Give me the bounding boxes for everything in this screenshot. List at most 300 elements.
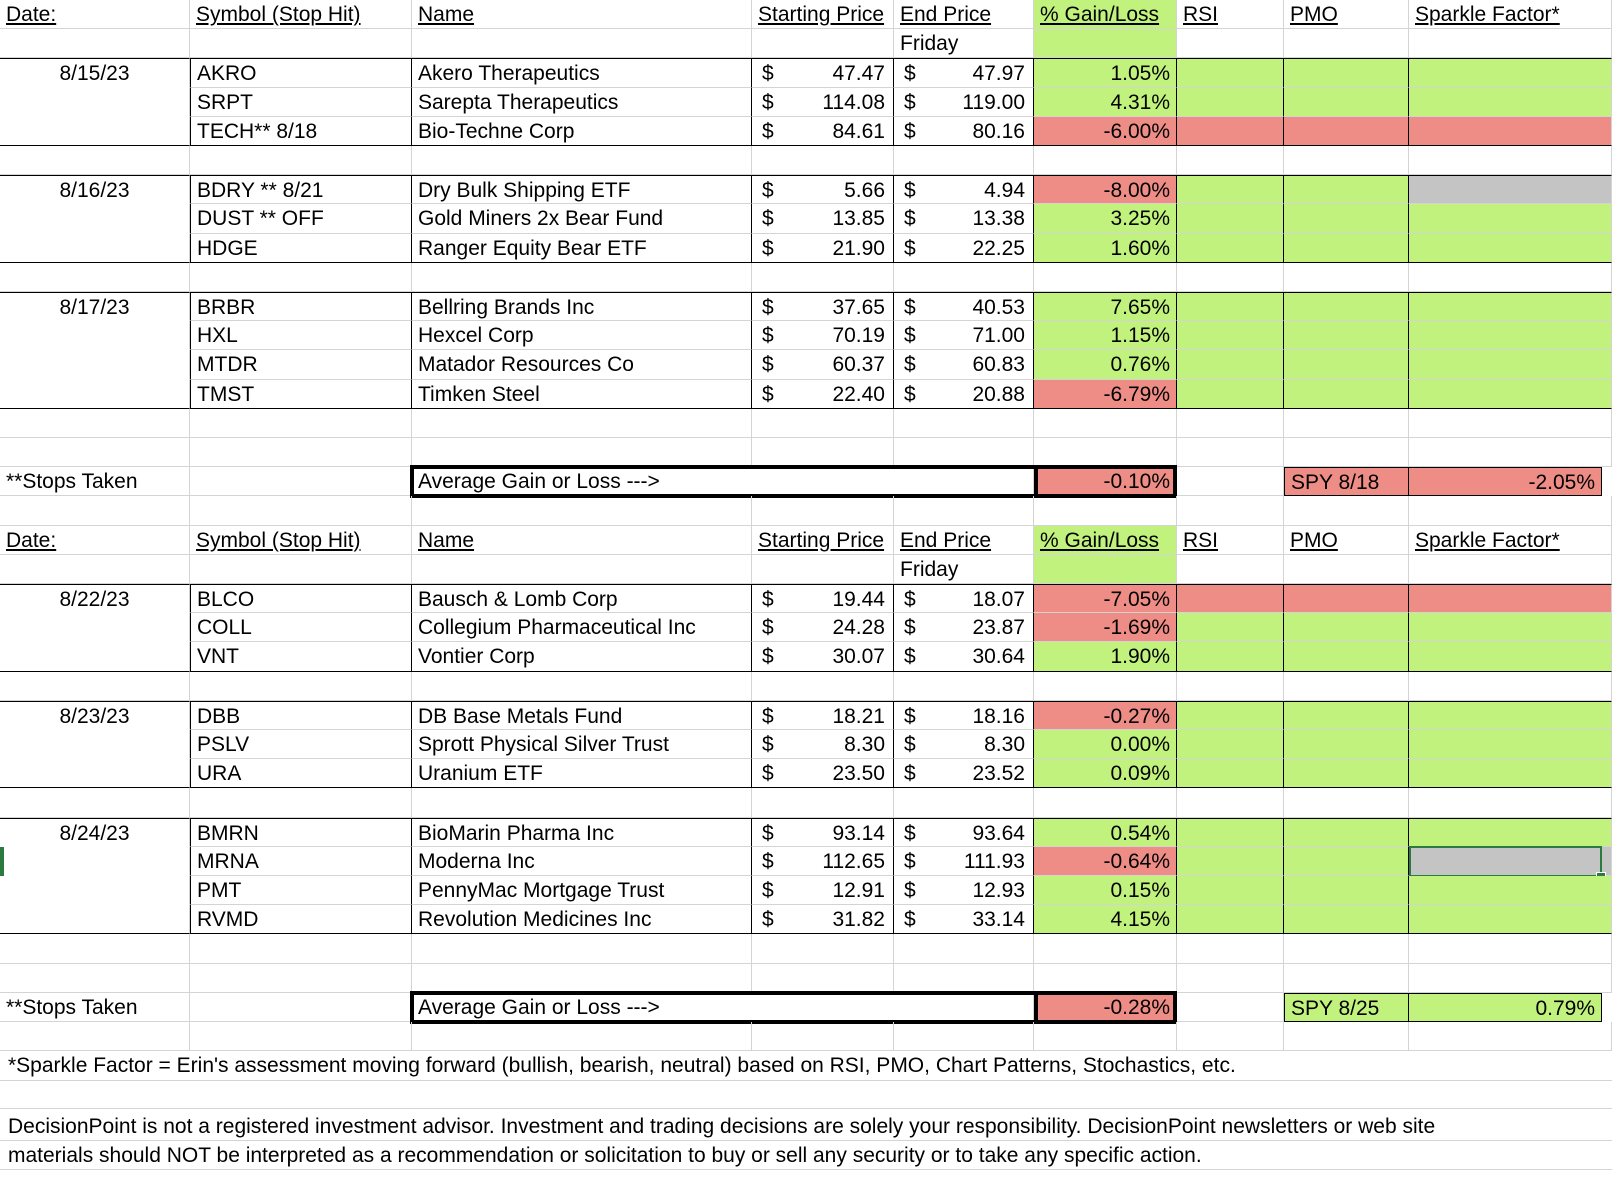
empty-cell[interactable] xyxy=(894,788,1034,817)
rsi-cell[interactable] xyxy=(1177,350,1284,379)
symbol-cell[interactable]: PMT xyxy=(190,876,412,905)
name-cell[interactable]: Timken Steel xyxy=(412,380,752,409)
pmo-cell[interactable] xyxy=(1284,321,1409,350)
empty-cell[interactable] xyxy=(1409,672,1612,701)
empty-cell[interactable] xyxy=(1409,409,1612,438)
pmo-cell[interactable] xyxy=(1284,642,1409,671)
empty-cell[interactable] xyxy=(1284,672,1409,701)
empty-cell[interactable] xyxy=(1284,1022,1409,1051)
sparkle-factor-cell[interactable] xyxy=(1409,613,1612,642)
sparkle-factor-cell[interactable] xyxy=(1409,876,1612,905)
empty-cell[interactable] xyxy=(0,350,190,379)
empty-cell[interactable] xyxy=(1177,467,1284,496)
pmo-cell[interactable] xyxy=(1284,584,1409,613)
end-price-cell[interactable] xyxy=(894,88,1034,117)
trade-date[interactable]: 8/15/23 xyxy=(0,58,190,87)
rsi-cell[interactable] xyxy=(1177,58,1284,87)
empty-cell[interactable] xyxy=(0,934,190,963)
sparkle-factor-cell[interactable] xyxy=(1409,380,1612,409)
sparkle-factor-cell[interactable] xyxy=(1409,204,1612,233)
empty-cell[interactable] xyxy=(412,934,752,963)
empty-cell[interactable] xyxy=(0,905,190,934)
name-cell[interactable]: Sprott Physical Silver Trust xyxy=(412,730,752,759)
empty-cell[interactable] xyxy=(752,496,894,525)
header-gain-loss[interactable]: % Gain/Loss xyxy=(1034,526,1177,555)
empty-cell[interactable] xyxy=(752,672,894,701)
gain-loss-cell[interactable]: -6.79% xyxy=(1034,380,1177,409)
rsi-cell[interactable] xyxy=(1177,642,1284,671)
empty-cell[interactable] xyxy=(1034,263,1177,292)
sparkle-factor-cell[interactable] xyxy=(1409,117,1612,146)
empty-cell[interactable] xyxy=(0,29,190,58)
empty-cell[interactable] xyxy=(752,1022,894,1051)
name-cell[interactable]: Bio-Techne Corp xyxy=(412,117,752,146)
empty-cell[interactable] xyxy=(412,964,752,993)
symbol-cell[interactable]: DBB xyxy=(190,701,412,730)
end-price-cell[interactable] xyxy=(894,701,1034,730)
pmo-cell[interactable] xyxy=(1284,876,1409,905)
symbol-cell[interactable]: BMRN xyxy=(190,818,412,847)
average-gain-loss-value[interactable]: -0.10% xyxy=(1034,467,1177,496)
starting-price-cell[interactable] xyxy=(752,876,894,905)
empty-cell[interactable] xyxy=(412,263,752,292)
starting-price-cell[interactable] xyxy=(752,204,894,233)
sparkle-factor-cell[interactable] xyxy=(1409,292,1612,321)
name-cell[interactable]: Hexcel Corp xyxy=(412,321,752,350)
gain-loss-cell[interactable]: -1.69% xyxy=(1034,613,1177,642)
symbol-cell[interactable]: DUST ** OFF xyxy=(190,204,412,233)
empty-cell[interactable] xyxy=(1177,1022,1284,1051)
starting-price-cell[interactable] xyxy=(752,759,894,788)
header-end-price[interactable]: End Price xyxy=(894,0,1034,29)
empty-cell[interactable] xyxy=(190,934,412,963)
header-name[interactable]: Name xyxy=(412,0,752,29)
empty-cell[interactable] xyxy=(1034,964,1177,993)
empty-cell[interactable] xyxy=(894,409,1034,438)
empty-cell[interactable] xyxy=(894,438,1034,467)
header-end-price-subtitle[interactable]: Friday xyxy=(894,555,1034,584)
symbol-cell[interactable]: BRBR xyxy=(190,292,412,321)
symbol-cell[interactable]: HXL xyxy=(190,321,412,350)
header-end-price[interactable]: End Price xyxy=(894,526,1034,555)
symbol-cell[interactable]: MTDR xyxy=(190,350,412,379)
end-price-cell[interactable] xyxy=(894,204,1034,233)
end-price-cell[interactable] xyxy=(894,818,1034,847)
rsi-cell[interactable] xyxy=(1177,117,1284,146)
rsi-cell[interactable] xyxy=(1177,175,1284,204)
name-cell[interactable]: Moderna Inc xyxy=(412,847,752,876)
symbol-cell[interactable]: URA xyxy=(190,759,412,788)
name-cell[interactable]: Akero Therapeutics xyxy=(412,58,752,87)
empty-cell[interactable] xyxy=(412,29,752,58)
empty-cell[interactable] xyxy=(1409,934,1612,963)
empty-cell[interactable] xyxy=(190,788,412,817)
rsi-cell[interactable] xyxy=(1177,584,1284,613)
empty-cell[interactable] xyxy=(1177,672,1284,701)
header-date[interactable]: Date: xyxy=(0,0,190,29)
header-sparkle-factor[interactable]: Sparkle Factor* xyxy=(1409,0,1612,29)
empty-cell[interactable] xyxy=(190,409,412,438)
pmo-cell[interactable] xyxy=(1284,117,1409,146)
spy-value[interactable]: 0.79% xyxy=(1409,993,1602,1022)
empty-cell[interactable] xyxy=(0,263,190,292)
empty-cell[interactable] xyxy=(1034,788,1177,817)
empty-cell[interactable] xyxy=(412,555,752,584)
empty-cell[interactable] xyxy=(1409,29,1612,58)
empty-cell[interactable] xyxy=(412,438,752,467)
name-cell[interactable]: Collegium Pharmaceutical Inc xyxy=(412,613,752,642)
empty-cell[interactable] xyxy=(412,146,752,175)
empty-cell[interactable] xyxy=(894,146,1034,175)
starting-price-cell[interactable] xyxy=(752,730,894,759)
empty-cell[interactable] xyxy=(752,555,894,584)
end-price-cell[interactable] xyxy=(894,730,1034,759)
symbol-cell[interactable]: BDRY ** 8/21 xyxy=(190,175,412,204)
rsi-cell[interactable] xyxy=(1177,730,1284,759)
empty-cell[interactable] xyxy=(412,496,752,525)
rsi-cell[interactable] xyxy=(1177,847,1284,876)
rsi-cell[interactable] xyxy=(1177,613,1284,642)
header-rsi[interactable]: RSI xyxy=(1177,526,1284,555)
symbol-cell[interactable]: MRNA xyxy=(190,847,412,876)
empty-row[interactable] xyxy=(0,1081,1612,1109)
rsi-cell[interactable] xyxy=(1177,292,1284,321)
sparkle-factor-cell[interactable] xyxy=(1409,847,1612,876)
empty-cell[interactable] xyxy=(1284,496,1409,525)
symbol-cell[interactable]: AKRO xyxy=(190,58,412,87)
empty-cell[interactable] xyxy=(0,672,190,701)
empty-cell[interactable] xyxy=(1284,263,1409,292)
header-pmo[interactable]: PMO xyxy=(1284,0,1409,29)
gain-loss-cell[interactable]: 1.05% xyxy=(1034,58,1177,87)
rsi-cell[interactable] xyxy=(1177,321,1284,350)
name-cell[interactable]: Gold Miners 2x Bear Fund xyxy=(412,204,752,233)
trade-date[interactable]: 8/22/23 xyxy=(0,584,190,613)
empty-cell[interactable] xyxy=(1034,555,1177,584)
starting-price-cell[interactable] xyxy=(752,584,894,613)
name-cell[interactable]: Revolution Medicines Inc xyxy=(412,905,752,934)
empty-cell[interactable] xyxy=(752,263,894,292)
sparkle-factor-cell[interactable] xyxy=(1409,234,1612,263)
symbol-cell[interactable]: TMST xyxy=(190,380,412,409)
average-gain-loss-label[interactable]: Average Gain or Loss ---> xyxy=(412,467,1034,496)
empty-cell[interactable] xyxy=(894,496,1034,525)
empty-cell[interactable] xyxy=(752,934,894,963)
average-gain-loss-label[interactable]: Average Gain or Loss ---> xyxy=(412,993,1034,1022)
sparkle-factor-cell[interactable] xyxy=(1409,818,1612,847)
header-date[interactable]: Date: xyxy=(0,526,190,555)
starting-price-cell[interactable] xyxy=(752,292,894,321)
name-cell[interactable]: DB Base Metals Fund xyxy=(412,701,752,730)
name-cell[interactable]: Vontier Corp xyxy=(412,642,752,671)
end-price-cell[interactable] xyxy=(894,905,1034,934)
empty-cell[interactable] xyxy=(190,1022,412,1051)
header-starting-price[interactable]: Starting Price xyxy=(752,0,894,29)
rsi-cell[interactable] xyxy=(1177,818,1284,847)
end-price-cell[interactable] xyxy=(894,175,1034,204)
trade-date[interactable]: 8/24/23 xyxy=(0,818,190,847)
empty-cell[interactable] xyxy=(412,1022,752,1051)
empty-cell[interactable] xyxy=(894,964,1034,993)
name-cell[interactable]: Bausch & Lomb Corp xyxy=(412,584,752,613)
empty-cell[interactable] xyxy=(1284,409,1409,438)
symbol-cell[interactable]: BLCO xyxy=(190,584,412,613)
end-price-cell[interactable] xyxy=(894,321,1034,350)
empty-cell[interactable] xyxy=(1034,146,1177,175)
spy-label[interactable]: SPY 8/25 xyxy=(1284,993,1409,1022)
empty-cell[interactable] xyxy=(1409,788,1612,817)
gain-loss-cell[interactable]: 0.00% xyxy=(1034,730,1177,759)
symbol-cell[interactable]: PSLV xyxy=(190,730,412,759)
end-price-cell[interactable] xyxy=(894,380,1034,409)
empty-cell[interactable] xyxy=(412,788,752,817)
gain-loss-cell[interactable]: -0.64% xyxy=(1034,847,1177,876)
empty-cell[interactable] xyxy=(190,29,412,58)
empty-cell[interactable] xyxy=(752,438,894,467)
empty-cell[interactable] xyxy=(1177,788,1284,817)
sparkle-factor-cell[interactable] xyxy=(1409,175,1612,204)
pmo-cell[interactable] xyxy=(1284,350,1409,379)
end-price-cell[interactable] xyxy=(894,584,1034,613)
empty-cell[interactable] xyxy=(0,88,190,117)
header-gain-loss[interactable]: % Gain/Loss xyxy=(1034,0,1177,29)
empty-cell[interactable] xyxy=(1177,964,1284,993)
stops-taken-label[interactable]: **Stops Taken xyxy=(0,467,190,496)
empty-cell[interactable] xyxy=(412,672,752,701)
sparkle-factor-cell[interactable] xyxy=(1409,88,1612,117)
empty-cell[interactable] xyxy=(0,847,190,876)
empty-cell[interactable] xyxy=(1177,438,1284,467)
pmo-cell[interactable] xyxy=(1284,88,1409,117)
empty-cell[interactable] xyxy=(1409,964,1612,993)
name-cell[interactable]: Bellring Brands Inc xyxy=(412,292,752,321)
empty-cell[interactable] xyxy=(190,555,412,584)
pmo-cell[interactable] xyxy=(1284,380,1409,409)
empty-cell[interactable] xyxy=(1409,438,1612,467)
starting-price-cell[interactable] xyxy=(752,847,894,876)
empty-cell[interactable] xyxy=(0,876,190,905)
empty-cell[interactable] xyxy=(1409,1022,1612,1051)
starting-price-cell[interactable] xyxy=(752,380,894,409)
gain-loss-cell[interactable]: 0.15% xyxy=(1034,876,1177,905)
empty-cell[interactable] xyxy=(0,730,190,759)
empty-cell[interactable] xyxy=(1034,496,1177,525)
end-price-cell[interactable] xyxy=(894,876,1034,905)
empty-cell[interactable] xyxy=(1034,438,1177,467)
pmo-cell[interactable] xyxy=(1284,175,1409,204)
empty-cell[interactable] xyxy=(1284,964,1409,993)
gain-loss-cell[interactable]: 4.31% xyxy=(1034,88,1177,117)
rsi-cell[interactable] xyxy=(1177,204,1284,233)
pmo-cell[interactable] xyxy=(1284,292,1409,321)
empty-cell[interactable] xyxy=(894,934,1034,963)
empty-cell[interactable] xyxy=(190,496,412,525)
rsi-cell[interactable] xyxy=(1177,759,1284,788)
gain-loss-cell[interactable]: -0.27% xyxy=(1034,701,1177,730)
end-price-cell[interactable] xyxy=(894,847,1034,876)
gain-loss-cell[interactable]: 0.76% xyxy=(1034,350,1177,379)
empty-cell[interactable] xyxy=(752,409,894,438)
empty-cell[interactable] xyxy=(1177,555,1284,584)
starting-price-cell[interactable] xyxy=(752,234,894,263)
starting-price-cell[interactable] xyxy=(752,58,894,87)
empty-cell[interactable] xyxy=(1409,555,1612,584)
rsi-cell[interactable] xyxy=(1177,380,1284,409)
symbol-cell[interactable]: TECH** 8/18 xyxy=(190,117,412,146)
sparkle-factor-cell[interactable] xyxy=(1409,642,1612,671)
sparkle-factor-cell[interactable] xyxy=(1409,58,1612,87)
empty-cell[interactable] xyxy=(1034,29,1177,58)
gain-loss-cell[interactable]: -8.00% xyxy=(1034,175,1177,204)
empty-cell[interactable] xyxy=(1284,788,1409,817)
name-cell[interactable]: Matador Resources Co xyxy=(412,350,752,379)
sparkle-factor-cell[interactable] xyxy=(1409,701,1612,730)
empty-cell[interactable] xyxy=(0,204,190,233)
pmo-cell[interactable] xyxy=(1284,701,1409,730)
end-price-cell[interactable] xyxy=(894,613,1034,642)
empty-cell[interactable] xyxy=(1177,263,1284,292)
empty-cell[interactable] xyxy=(752,29,894,58)
starting-price-cell[interactable] xyxy=(752,350,894,379)
empty-cell[interactable] xyxy=(0,146,190,175)
empty-cell[interactable] xyxy=(0,321,190,350)
rsi-cell[interactable] xyxy=(1177,876,1284,905)
empty-cell[interactable] xyxy=(1034,672,1177,701)
symbol-cell[interactable]: SRPT xyxy=(190,88,412,117)
pmo-cell[interactable] xyxy=(1284,204,1409,233)
trade-date[interactable]: 8/16/23 xyxy=(0,175,190,204)
empty-cell[interactable] xyxy=(190,964,412,993)
empty-cell[interactable] xyxy=(0,555,190,584)
empty-cell[interactable] xyxy=(190,672,412,701)
starting-price-cell[interactable] xyxy=(752,117,894,146)
empty-cell[interactable] xyxy=(190,467,412,496)
empty-cell[interactable] xyxy=(0,759,190,788)
end-price-cell[interactable] xyxy=(894,117,1034,146)
starting-price-cell[interactable] xyxy=(752,642,894,671)
empty-cell[interactable] xyxy=(1177,29,1284,58)
end-price-cell[interactable] xyxy=(894,234,1034,263)
trade-date[interactable]: 8/17/23 xyxy=(0,292,190,321)
name-cell[interactable]: Uranium ETF xyxy=(412,759,752,788)
symbol-cell[interactable]: COLL xyxy=(190,613,412,642)
empty-cell[interactable] xyxy=(894,1022,1034,1051)
pmo-cell[interactable] xyxy=(1284,234,1409,263)
empty-cell[interactable] xyxy=(1284,438,1409,467)
empty-cell[interactable] xyxy=(752,788,894,817)
empty-cell[interactable] xyxy=(0,964,190,993)
empty-cell[interactable] xyxy=(1177,409,1284,438)
empty-cell[interactable] xyxy=(1177,934,1284,963)
header-symbol[interactable]: Symbol (Stop Hit) xyxy=(190,526,412,555)
name-cell[interactable]: Dry Bulk Shipping ETF xyxy=(412,175,752,204)
sparkle-factor-cell[interactable] xyxy=(1409,759,1612,788)
header-starting-price[interactable]: Starting Price xyxy=(752,526,894,555)
starting-price-cell[interactable] xyxy=(752,175,894,204)
sparkle-factor-cell[interactable] xyxy=(1409,350,1612,379)
empty-cell[interactable] xyxy=(1034,409,1177,438)
starting-price-cell[interactable] xyxy=(752,321,894,350)
end-price-cell[interactable] xyxy=(894,58,1034,87)
empty-cell[interactable] xyxy=(0,642,190,671)
header-pmo[interactable]: PMO xyxy=(1284,526,1409,555)
average-gain-loss-value[interactable]: -0.28% xyxy=(1034,993,1177,1022)
gain-loss-cell[interactable]: -6.00% xyxy=(1034,117,1177,146)
empty-cell[interactable] xyxy=(1284,146,1409,175)
gain-loss-cell[interactable]: 3.25% xyxy=(1034,204,1177,233)
rsi-cell[interactable] xyxy=(1177,701,1284,730)
empty-cell[interactable] xyxy=(0,438,190,467)
pmo-cell[interactable] xyxy=(1284,730,1409,759)
trade-date[interactable]: 8/23/23 xyxy=(0,701,190,730)
empty-cell[interactable] xyxy=(1284,29,1409,58)
empty-cell[interactable] xyxy=(190,263,412,292)
name-cell[interactable]: BioMarin Pharma Inc xyxy=(412,818,752,847)
sparkle-factor-cell[interactable] xyxy=(1409,584,1612,613)
symbol-cell[interactable]: VNT xyxy=(190,642,412,671)
rsi-cell[interactable] xyxy=(1177,905,1284,934)
starting-price-cell[interactable] xyxy=(752,613,894,642)
pmo-cell[interactable] xyxy=(1284,759,1409,788)
empty-cell[interactable] xyxy=(0,1022,190,1051)
pmo-cell[interactable] xyxy=(1284,818,1409,847)
pmo-cell[interactable] xyxy=(1284,613,1409,642)
empty-cell[interactable] xyxy=(412,409,752,438)
empty-cell[interactable] xyxy=(752,146,894,175)
empty-cell[interactable] xyxy=(1034,1022,1177,1051)
empty-cell[interactable] xyxy=(1409,146,1612,175)
sparkle-factor-cell[interactable] xyxy=(1409,321,1612,350)
end-price-cell[interactable] xyxy=(894,642,1034,671)
rsi-cell[interactable] xyxy=(1177,88,1284,117)
starting-price-cell[interactable] xyxy=(752,818,894,847)
symbol-cell[interactable]: RVMD xyxy=(190,905,412,934)
empty-cell[interactable] xyxy=(0,409,190,438)
gain-loss-cell[interactable]: 0.54% xyxy=(1034,818,1177,847)
name-cell[interactable]: Sarepta Therapeutics xyxy=(412,88,752,117)
sparkle-factor-cell[interactable] xyxy=(1409,905,1612,934)
empty-cell[interactable] xyxy=(190,993,412,1022)
gain-loss-cell[interactable]: 7.65% xyxy=(1034,292,1177,321)
empty-cell[interactable] xyxy=(0,234,190,263)
gain-loss-cell[interactable]: -7.05% xyxy=(1034,584,1177,613)
empty-cell[interactable] xyxy=(0,613,190,642)
empty-cell[interactable] xyxy=(1409,263,1612,292)
empty-cell[interactable] xyxy=(1409,496,1612,525)
empty-cell[interactable] xyxy=(894,672,1034,701)
empty-cell[interactable] xyxy=(0,380,190,409)
end-price-cell[interactable] xyxy=(894,350,1034,379)
empty-cell[interactable] xyxy=(752,964,894,993)
header-rsi[interactable]: RSI xyxy=(1177,0,1284,29)
gain-loss-cell[interactable]: 4.15% xyxy=(1034,905,1177,934)
empty-cell[interactable] xyxy=(894,263,1034,292)
header-symbol[interactable]: Symbol (Stop Hit) xyxy=(190,0,412,29)
symbol-cell[interactable]: HDGE xyxy=(190,234,412,263)
name-cell[interactable]: Ranger Equity Bear ETF xyxy=(412,234,752,263)
empty-cell[interactable] xyxy=(1284,555,1409,584)
empty-cell[interactable] xyxy=(190,438,412,467)
header-name[interactable]: Name xyxy=(412,526,752,555)
starting-price-cell[interactable] xyxy=(752,88,894,117)
empty-cell[interactable] xyxy=(0,496,190,525)
empty-cell[interactable] xyxy=(1034,934,1177,963)
gain-loss-cell[interactable]: 1.90% xyxy=(1034,642,1177,671)
spy-label[interactable]: SPY 8/18 xyxy=(1284,467,1409,496)
gain-loss-cell[interactable]: 1.60% xyxy=(1034,234,1177,263)
empty-cell[interactable] xyxy=(0,788,190,817)
starting-price-cell[interactable] xyxy=(752,905,894,934)
